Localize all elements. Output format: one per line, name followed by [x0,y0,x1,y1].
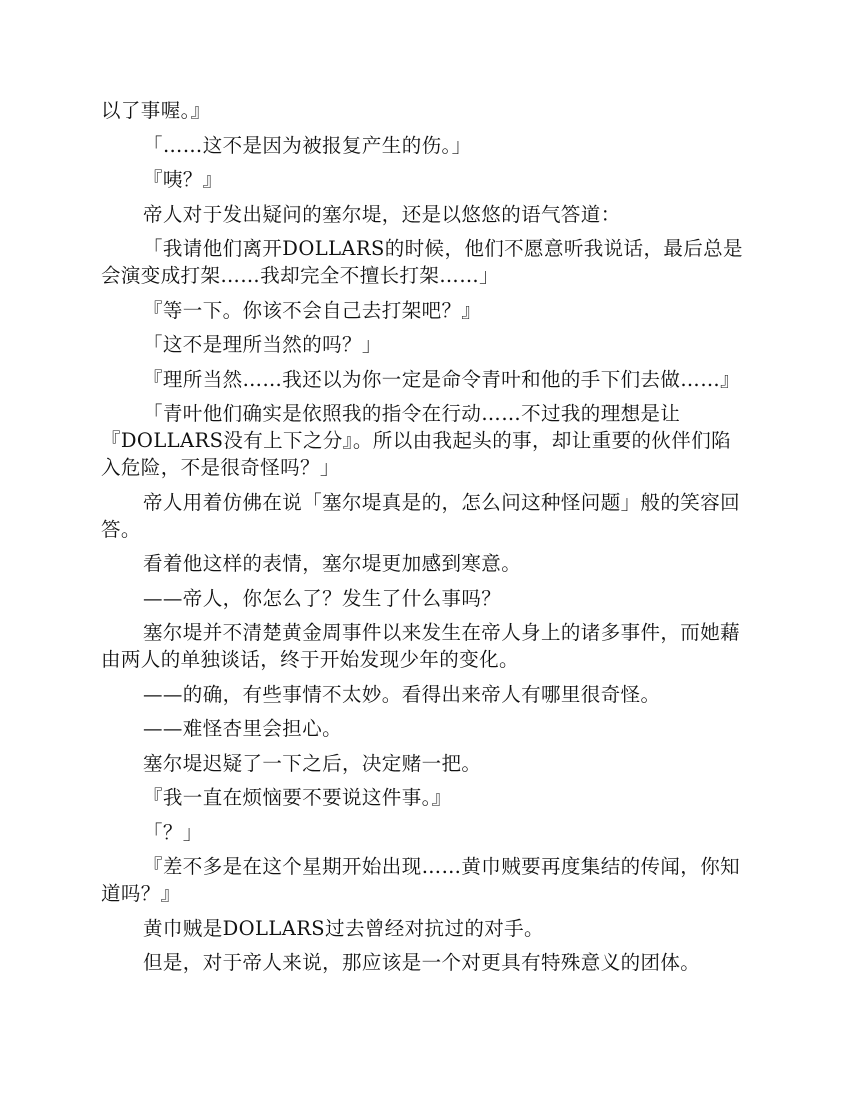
paragraph: 帝人用着仿佛在说「塞尔堤真是的，怎么问这种怪问题」般的笑容回答。 [101,490,741,541]
paragraph: 看着他这样的表情，塞尔堤更加感到寒意。 [143,552,522,575]
document-page [101,97,749,984]
paragraph: ——难怪杏里会担心。 [143,717,343,740]
paragraph: 「？」 [143,820,203,844]
paragraph: 塞尔堤并不清楚黄金周事件以来发生在帝人身上的诸多事件，而她藉由两人的单独谈话，终于开始发现少年的变化。 [101,621,741,671]
paragraph: 『我一直在烦恼要不要说这件事。』 [143,786,452,809]
paragraph: ——的确，有些事情不太妙。看得出来帝人有哪里很奇怪。 [143,682,661,706]
paragraph: 黄巾贼是DOLLARS过去曾经对抗过的对手。 [143,916,544,940]
paragraph: 「……这不是因为被报复产生的伤。」 [143,133,472,157]
paragraph: 塞尔堤迟疑了一下之后，决定赌一把。 [143,751,482,775]
paragraph: 以了事喔。』 [101,99,211,122]
paragraph: 『等一下。你该不会自己去打架吧？』 [143,298,482,322]
paragraph: 『差不多是在这个星期开始出现……黄巾贼要再度集结的传闻，你知道吗？』 [101,855,741,905]
paragraph: 「青叶他们确实是依照我的指令在行动……不过我的理想是让『DOLLARS没有上下之分』。所以由我起头的事，却让重要的伙伴们陷入危险，不是很奇怪吗？」 [101,402,731,479]
paragraph: 帝人对于发出疑问的塞尔堤，还是以悠悠的语气答道： [143,202,621,226]
paragraph: 『咦？』 [143,168,223,191]
paragraph: 但是，对于帝人来说，那应该是一个对更具有特殊意义的团体。 [143,951,701,974]
paragraph: 『理所当然……我还以为你一定是命令青叶和他的手下们去做……』 [143,367,741,391]
paragraph: 「我请他们离开DOLLARS的时候，他们不愿意听我说话，最后总是会演变成打架……我却完全不擅长打架……」 [101,237,743,287]
paragraph: ——帝人，你怎么了？发生了什么事吗？ [143,586,502,610]
paragraph: 「这不是理所当然的吗？」 [143,333,382,356]
